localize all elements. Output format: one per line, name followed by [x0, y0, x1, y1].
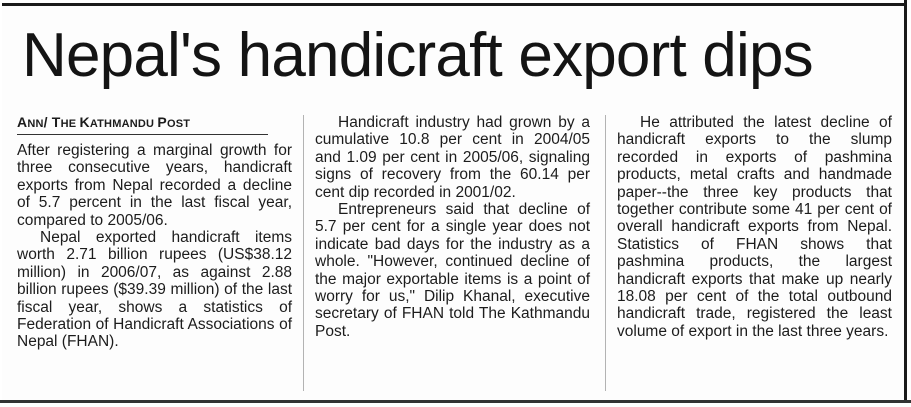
- bottom-border-rule: [0, 400, 911, 403]
- article-headline: Nepal's handicraft export dips: [22, 21, 813, 90]
- article-paragraph: Entrepreneurs said that decline of 5.7 per cent for a single year does not indicate bad days for the industry as a whole. "However, continued decline of the major exportable items is a point of worry for us," Dilip Khanal, executive secretary of FHAN told The Kathmandu Post.: [315, 201, 590, 340]
- article-column-3: [617, 114, 892, 340]
- article-paragraph: He attributed the latest decline of handicraft exports to the slump recorded in exports of pashmina products, metal crafts and handmade paper--the three key products that together contribute some 41 per cent of overall handicraft exports from Nepal. Statistics of FHAN shows that pashmina products, the largest handicraft exports that make up nearly 18.08 per cent of the total outbound handicraft trade, registered the least volume of export in the last three years.: [617, 114, 892, 340]
- article-paragraph: After registering a marginal growth for three consecutive years, handicraft exports from Nepal recorded a decline of 5.7 percent in the last fiscal year, compared to 2005/06.: [17, 142, 292, 229]
- article-column-1: [17, 114, 292, 351]
- column-divider: [303, 115, 304, 391]
- right-border-rule: [904, 0, 907, 400]
- column-divider: [605, 115, 606, 391]
- article-paragraph: Handicraft industry had grown by a cumulative 10.8 per cent in 2004/05 and 1.09 per cent in 2005/06, signaling signs of recovery from the 60.14 per cent dip recorded in 2001/02.: [315, 114, 590, 201]
- article-column-2: [315, 114, 590, 340]
- article-byline: ANN/ THE KATHMANDU POST: [17, 114, 268, 135]
- top-border-rule: [2, 3, 904, 6]
- article-paragraph: Nepal exported handicraft items worth 2.71 billion rupees (US$38.12 million) in 2006/07, as against 2.88 billion rupees ($39.39 million) of the last fiscal year, shows a statistics of Federation of Handicraft Associations of Nepal (FHAN).: [17, 229, 292, 351]
